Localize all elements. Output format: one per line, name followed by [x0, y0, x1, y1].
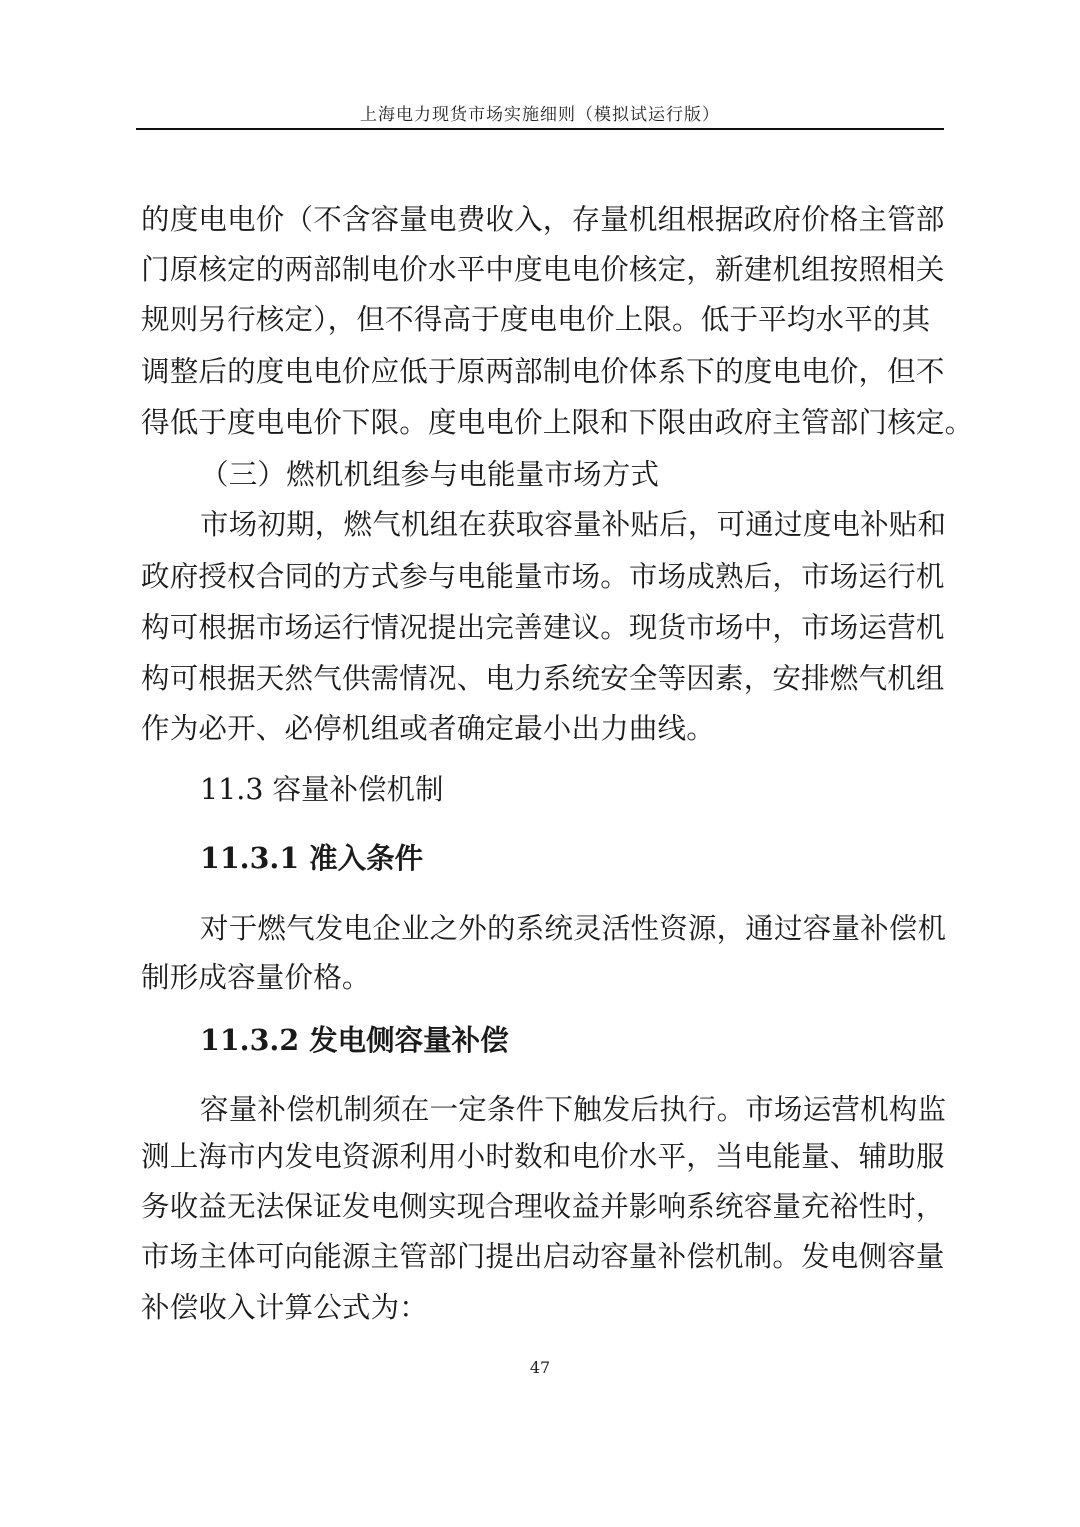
paragraph-line: 务收益无法保证发电侧实现合理收益并影响系统容量充裕性时， [141, 1190, 945, 1223]
paragraph-line: 补偿收入计算公式为： [141, 1291, 429, 1324]
page-number: 47 [529, 1358, 551, 1377]
paragraph-line: 调整后的度电电价应低于原两部制电价体系下的度电电价，但不 [141, 355, 945, 388]
paragraph-line: 对于燃气发电企业之外的系统灵活性资源，通过容量补偿机 [200, 912, 947, 945]
subsection-heading: 11.3.2 发电侧容量补偿 [200, 1023, 509, 1057]
paragraph-line: 政府授权合同的方式参与电能量市场。市场成熟后，市场运行机 [141, 560, 945, 593]
subsection-heading: （三）燃机机组参与电能量市场方式 [200, 458, 660, 491]
paragraph-line: 市场主体可向能源主管部门提出启动容量补偿机制。发电侧容量 [141, 1240, 945, 1273]
paragraph-line: 得低于度电电价下限。度电电价上限和下限由政府主管部门核定。 [141, 406, 974, 439]
subsection-heading: 11.3.1 准入条件 [200, 841, 424, 875]
header-rule [136, 128, 944, 130]
paragraph-line: 制形成容量价格。 [141, 961, 371, 994]
paragraph-line: 规则另行核定），但不得高于度电电价上限。低于平均水平的其 [141, 303, 931, 336]
paragraph-line: 测上海市内发电资源利用小时数和电价水平，当电能量、辅助服 [141, 1140, 945, 1173]
paragraph-line: 市场初期，燃气机组在获取容量补贴后，可通过度电补贴和 [200, 508, 947, 541]
section-heading: 11.3 容量补偿机制 [200, 773, 444, 806]
paragraph-line: 作为必开、必停机组或者确定最小出力曲线。 [141, 712, 716, 745]
paragraph-line: 容量补偿机制须在一定条件下触发后执行。市场运营机构监 [200, 1093, 947, 1126]
page-header-title: 上海电力现货市场实施细则（模拟试运行版） [360, 105, 720, 125]
paragraph-line: 构可根据市场运行情况提出完善建议。现货市场中，市场运营机 [141, 611, 945, 644]
paragraph-line: 门原核定的两部制电价水平中度电电价核定，新建机组按照相关 [141, 253, 945, 286]
paragraph-line: 构可根据天然气供需情况、电力系统安全等因素，安排燃气机组 [141, 662, 945, 695]
paragraph-line: 的度电电价（不含容量电费收入，存量机组根据政府价格主管部 [141, 203, 945, 236]
